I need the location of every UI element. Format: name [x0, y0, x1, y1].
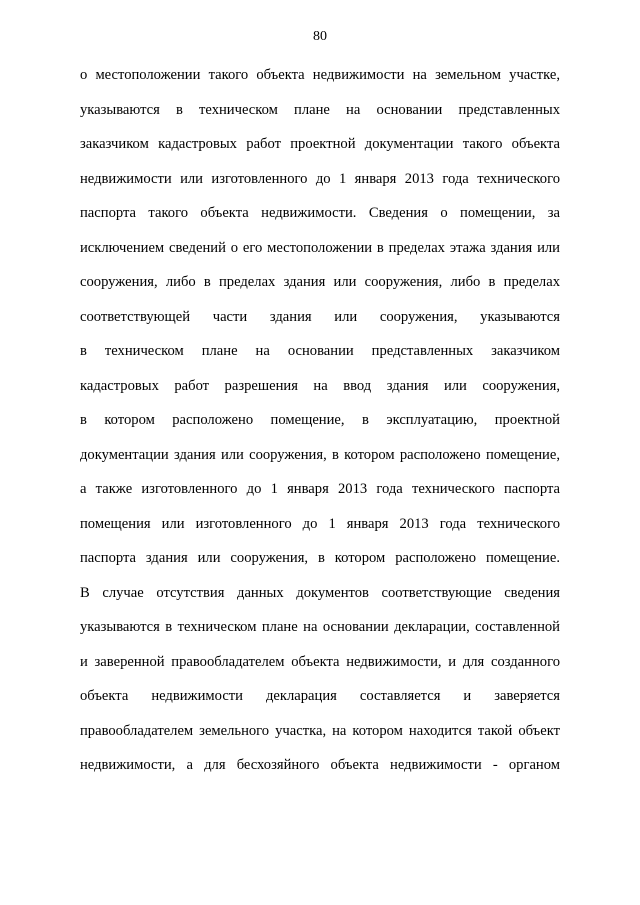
- text-line: соответствующей части здания или сооружения, указываются: [80, 308, 560, 325]
- text-line: кадастровых работ разрешения на ввод здания или сооружения,: [80, 377, 560, 394]
- text-line: недвижимости или изготовленного до 1 января 2013 года технического: [80, 170, 560, 187]
- page-number: 80: [313, 29, 327, 44]
- text-line: недвижимости, а для бесхозяйного объекта недвижимости - органом: [80, 757, 560, 773]
- text-line: и заверенной правообладателем объекта недвижимости, и для созданного: [80, 653, 560, 670]
- text-line: правообладателем земельного участка, на котором находится такой объект: [80, 722, 560, 739]
- text-line: паспорта здания или сооружения, в котором расположено помещение.: [80, 550, 560, 566]
- text-line: помещения или изготовленного до 1 января 2013 года технического: [80, 515, 560, 532]
- text-line: объекта недвижимости декларация составляется и заверяется: [80, 688, 560, 704]
- text-line: документации здания или сооружения, в котором расположено помещение,: [80, 446, 560, 463]
- text-line: в котором расположено помещение, в эксплуатацию, проектной: [80, 412, 560, 428]
- text-line: исключением сведений о его местоположении в пределах этажа здания или: [80, 239, 560, 256]
- text-line: а также изготовленного до 1 января 2013 года технического паспорта: [80, 481, 560, 497]
- text-line: о местоположении такого объекта недвижимости на земельном участке,: [80, 67, 560, 83]
- text-line: паспорта такого объекта недвижимости. Сведения о помещении, за: [80, 205, 560, 221]
- text-line: в техническом плане на основании представленных заказчиком: [80, 343, 560, 359]
- text-line: В случае отсутствия данных документов соответствующие сведения: [80, 584, 560, 601]
- text-line: сооружения, либо в пределах здания или сооружения, либо в пределах: [80, 274, 560, 290]
- text-line: заказчиком кадастровых работ проектной документации такого объекта: [80, 136, 560, 152]
- text-line: указываются в техническом плане на основании декларации, составленной: [80, 619, 560, 635]
- text-line: указываются в техническом плане на основании представленных: [80, 101, 560, 118]
- body-text: [80, 64, 560, 789]
